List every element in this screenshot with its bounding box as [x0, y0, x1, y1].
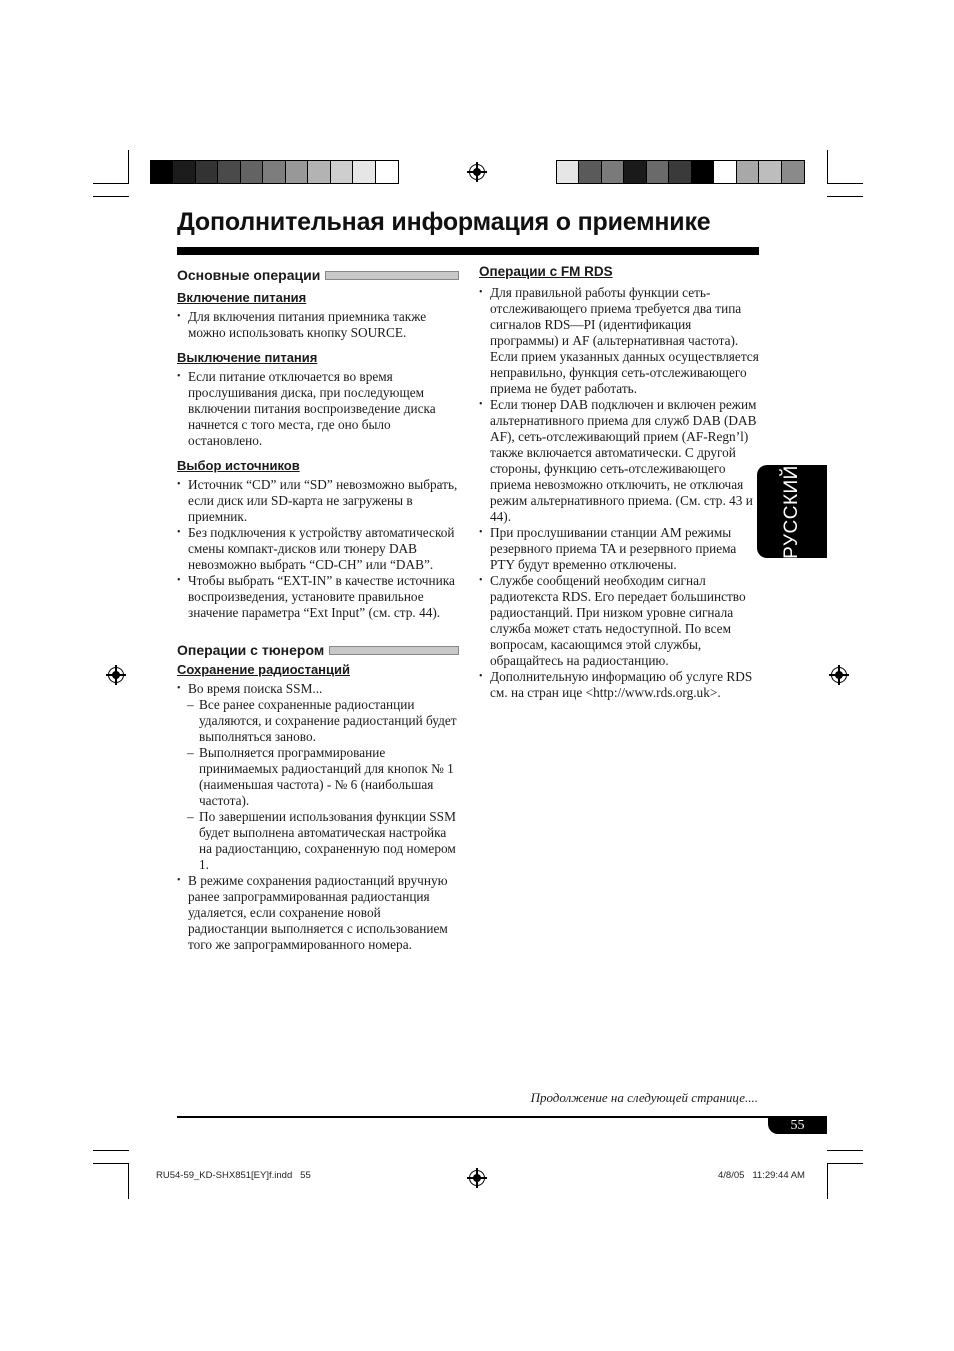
color-swatch	[353, 161, 375, 183]
subheading: Выбор источников	[177, 458, 300, 473]
left-column	[177, 266, 459, 953]
bullet-list	[479, 285, 761, 701]
crop-mark	[93, 196, 129, 197]
color-swatch	[759, 161, 781, 183]
color-swatch	[286, 161, 308, 183]
color-swatch	[308, 161, 330, 183]
list-item: • Если тюнер DAB подключен и включен режим альтернативного приема для служб DAB (DAB AF), сеть-отслеживающий прием (AF-Regn’l) также включается автоматически. С другой стороны, функцию сеть-отслеживающего приема невозможно отключить, не отключая режим альтернативного приема. (См. стр. 43 и 44).	[479, 397, 761, 525]
color-swatch	[263, 161, 285, 183]
list-item: • При прослушивании станции AM режимы резервного приема TA и резервного приема PTY будут временно отключены.	[479, 525, 761, 573]
bullet-list	[177, 309, 459, 341]
list-item: • Источник “CD” или “SD” невозможно выбрать, если диск или SD-карта не загружены в приемник.	[177, 477, 459, 525]
section-heading: Основные операции	[177, 266, 459, 284]
color-swatch	[624, 161, 646, 183]
continued-note: Продолжение на следующей странице....	[530, 1090, 758, 1105]
page-title: Дополнительная информация о приемнике	[177, 208, 711, 236]
dash-list	[177, 697, 459, 873]
language-tab	[757, 465, 827, 558]
color-swatch	[218, 161, 240, 183]
color-swatch	[602, 161, 624, 183]
color-swatch	[669, 161, 691, 183]
bullet-list	[177, 477, 459, 621]
color-swatch	[737, 161, 759, 183]
list-item: • Без подключения к устройству автоматической смены компакт-дисков или тюнеру DAB невозможно выбрать “CD-CH” или “DAB”.	[177, 525, 459, 573]
page-number: 55	[768, 1118, 827, 1134]
color-swatch	[714, 161, 736, 183]
crop-mark	[93, 1163, 129, 1164]
subheading: Сохранение радиостанций	[177, 662, 351, 677]
color-swatch	[331, 161, 353, 183]
registration-mark-icon	[108, 667, 124, 683]
list-item: – Все ранее сохраненные радиостанции удаляются, и сохранение радиостанций будет выполняться заново.	[177, 697, 459, 745]
crop-mark	[827, 196, 863, 197]
registration-mark-icon	[469, 164, 485, 180]
crop-mark	[93, 183, 129, 184]
list-item: • Для включения питания приемника также можно использовать кнопку SOURCE.	[177, 309, 459, 341]
color-swatch	[579, 161, 601, 183]
subheading: Включение питания	[177, 290, 307, 305]
heading-bar	[325, 271, 459, 280]
list-item: – Выполняется программирование принимаемых радиостанций для кнопок № 1 (наименьшая частота) - № 6 (наибольшая частота).	[177, 745, 459, 809]
list-item: – По завершении использования функции SSM будет выполнена автоматическая настройка на радиостанцию, сохраненную под номером 1.	[177, 809, 459, 873]
color-swatch	[196, 161, 218, 183]
section-heading: Операции с тюнером	[177, 641, 459, 659]
crop-mark	[827, 1163, 863, 1164]
heading-bar	[329, 646, 459, 655]
subheading: Операции с FM RDS	[479, 264, 613, 279]
footer-date: 4/8/05 11:29:44 AM	[718, 1170, 805, 1181]
color-swatch	[376, 161, 398, 183]
color-swatch	[173, 161, 195, 183]
bottom-rule	[177, 1116, 827, 1118]
list-item: • Службе сообщений необходим сигнал радиотекста RDS. Его передает большинство радиостанций. При низком уровне сигнала служба может стать недоступной. По всем вопросам, касающимся этой службы, обращайтесь на радиостанцию.	[479, 573, 761, 669]
color-swatch	[647, 161, 669, 183]
right-column	[479, 264, 761, 701]
crop-mark	[827, 150, 828, 184]
list-item: • Чтобы выбрать “EXT-IN” в качестве источника воспроизведения, установите правильное значение параметра “Ext Input” (см. стр. 44).	[177, 573, 459, 621]
list-item: • Если питание отключается во время прослушивания диска, при последующем включении питания воспроизведение диска начнется с того места, где оно было остановлено.	[177, 369, 459, 449]
list-item: • Во время поиска SSM... – Все ранее сохраненные радиостанции удаляются, и сохранение радиостанций будет выполняться заново. – Выполняется программирование принимаемых радиостанций для кнопок № 1 (наименьшая частота) - № 6 (наибольшая частота). – По завершении использования функции SSM будет выполнена автоматическая настройка на радиостанцию, сохраненную под номером 1.	[177, 681, 459, 873]
grayscale-swatch-strip	[556, 160, 805, 184]
crop-mark	[827, 183, 863, 184]
list-item: • В режиме сохранения радиостанций вручную ранее запрограммированная радиостанция удаляется, если сохранение новой радиостанции выполняется с использованием того же запрограммированного номера.	[177, 873, 459, 953]
bullet-list	[177, 681, 459, 953]
crop-mark	[827, 1163, 828, 1199]
color-swatch	[692, 161, 714, 183]
registration-mark-icon	[831, 667, 847, 683]
color-swatch	[782, 161, 804, 183]
bullet-list	[177, 369, 459, 449]
grayscale-swatch-strip	[150, 160, 399, 184]
crop-mark	[128, 1163, 129, 1199]
color-swatch	[557, 161, 579, 183]
color-swatch	[151, 161, 173, 183]
list-item: • Дополнительную информацию об услуге RDS см. на стран ице <http://www.rds.org.uk>.	[479, 669, 761, 701]
title-rule	[177, 247, 759, 255]
crop-mark	[827, 1150, 863, 1151]
color-swatch	[241, 161, 263, 183]
footer-file-info: RU54-59_KD-SHX851[EY]f.indd 55	[156, 1170, 311, 1181]
crop-mark	[128, 150, 129, 184]
list-item: • Для правильной работы функции сеть-отслеживающего приема требуется два типа сигналов RDS—PI (идентификация программы) и AF (альтернативная частота). Если прием указанных данных осуществляется неправильно, функция сеть-отслеживающего приема не будет работать.	[479, 285, 761, 397]
registration-mark-icon	[469, 1170, 485, 1186]
subheading: Выключение питания	[177, 350, 318, 365]
language-tab-label: РУССКИЙ	[781, 464, 802, 559]
crop-mark	[93, 1150, 129, 1151]
